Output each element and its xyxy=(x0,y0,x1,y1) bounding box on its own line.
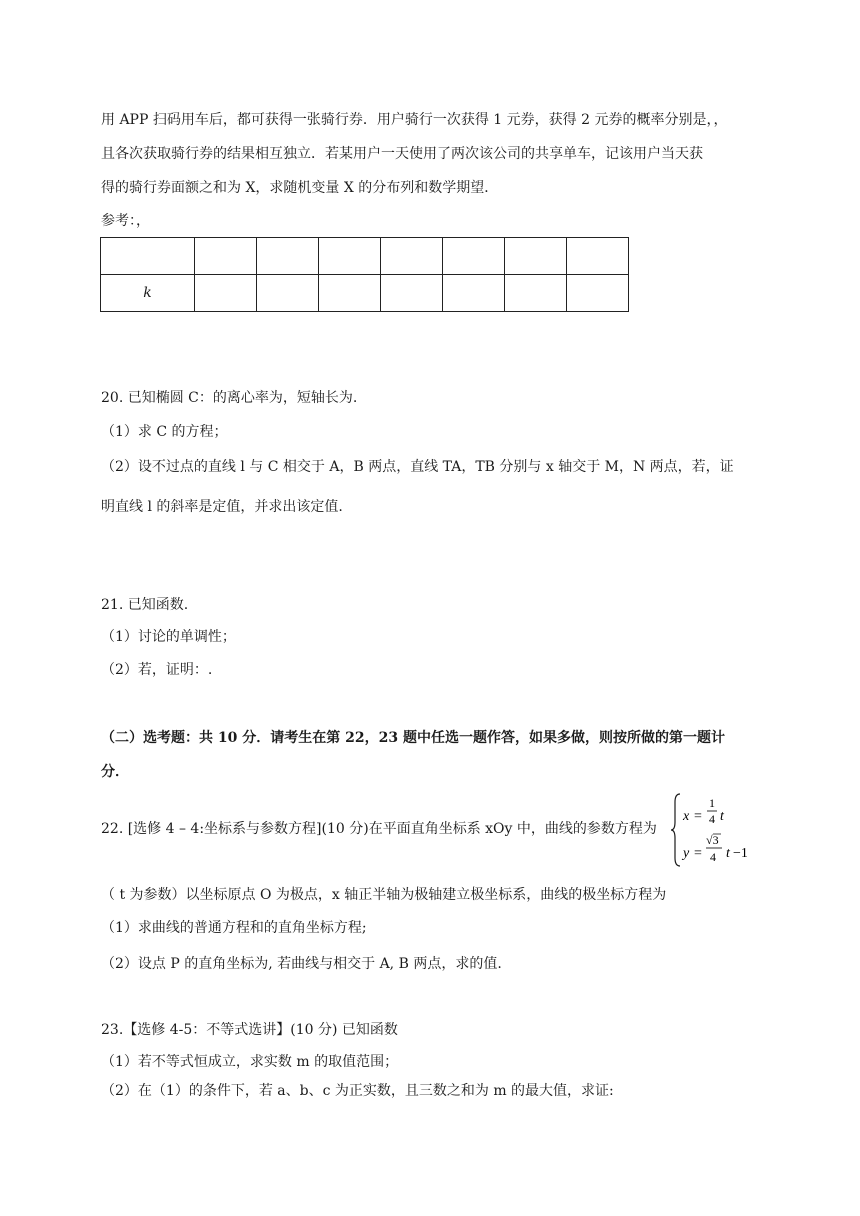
q19-line3: 得的骑行券面额之和为 X，求随机变量 X 的分布列和数学期望． xyxy=(101,180,499,196)
brace-icon xyxy=(671,794,680,866)
q19-line1: 用 APP 扫码用车后，都可获得一张骑行券．用户骑行一次获得 1 元券，获得 2 元券的概率分别是，， xyxy=(101,112,728,128)
q23-part2: （2）在（1）的条件下，若 a、b、c 为正实数，且三数之和为 m 的最大值，求证: xyxy=(101,1083,614,1099)
table-cell xyxy=(381,275,443,312)
q20-part2b: 明直线 l 的斜率是定值，并求出该定值. xyxy=(101,499,343,515)
table-cell xyxy=(567,275,629,312)
formula-y-minus: −1 xyxy=(733,846,748,861)
parametric-equation-formula xyxy=(671,790,761,870)
formula-x-var: x xyxy=(683,809,690,824)
table-cell xyxy=(443,275,505,312)
q21-stem: 21. 已知函数. xyxy=(101,597,189,613)
table-cell xyxy=(257,275,319,312)
table-row-label: k xyxy=(101,275,195,312)
formula-y-den: 4 xyxy=(710,850,716,864)
formula-x-den: 4 xyxy=(709,812,715,826)
formula-y-eq: = xyxy=(694,846,702,861)
table-cell xyxy=(319,275,381,312)
formula-y-var: y xyxy=(683,846,690,861)
q22-part2: （2）设点 P 的直角坐标为, 若曲线与相交于 A, B 两点，求的值. xyxy=(101,956,502,972)
table-row xyxy=(101,275,629,312)
formula-x-t: t xyxy=(720,809,724,824)
elective-header-b: 分． xyxy=(101,764,129,780)
table-row xyxy=(101,238,629,275)
table-cell xyxy=(195,275,257,312)
table-cell xyxy=(443,238,505,275)
q21-part1: （1）讨论的单调性； xyxy=(101,629,236,645)
q22-stem: 22. [选修 4 – 4:坐标系与参数方程](10 分)在平面直角坐标系 xOy 中，曲线的参数方程为 xyxy=(101,821,657,837)
q20-part1: （1）求 C 的方程； xyxy=(101,424,228,440)
q19-line2: 且各次获取骑行券的结果相互独立．若某用户一天使用了两次该公司的共享单车，记该用户当天获 xyxy=(101,146,703,162)
q22-line2: （ t 为参数）以坐标原点 O 为极点，x 轴正半轴为极轴建立极坐标系，曲线的极坐标方程为 xyxy=(101,887,667,903)
parametric-equation-svg xyxy=(671,790,761,870)
table-cell xyxy=(257,238,319,275)
q22-part1: （1）求曲线的普通方程和的直角坐标方程; xyxy=(101,920,367,936)
table-cell xyxy=(101,238,195,275)
reference-table xyxy=(100,237,629,312)
q23-stem: 23.【选修 4-5：不等式选讲】(10 分) 已知函数 xyxy=(101,1022,398,1038)
formula-y-t: t xyxy=(726,846,730,861)
table-cell xyxy=(505,275,567,312)
elective-header-a: （二）选考题：共 10 分．请考生在第 22，23 题中任选一题作答，如果多做，则按所做的第一题计 xyxy=(101,730,725,746)
table-cell xyxy=(381,238,443,275)
formula-x-num: 1 xyxy=(709,796,715,810)
q21-part2: （2）若，证明：. xyxy=(101,662,213,678)
formula-x-eq: = xyxy=(694,809,702,824)
table-cell xyxy=(319,238,381,275)
table-cell xyxy=(567,238,629,275)
formula-y-sqrt: √3 xyxy=(706,833,719,847)
q20-stem: 20. 已知椭圆 C：的离心率为，短轴长为. xyxy=(101,390,358,406)
table-cell xyxy=(195,238,257,275)
q23-part1: （1）若不等式恒成立，求实数 m 的取值范围； xyxy=(101,1054,399,1070)
table-cell xyxy=(505,238,567,275)
q19-ref-label: 参考：， xyxy=(101,213,150,229)
q20-part2a: （2）设不过点的直线 l 与 C 相交于 A，B 两点，直线 TA，TB 分别与 x 轴交于 M，N 两点，若，证 xyxy=(101,459,734,475)
